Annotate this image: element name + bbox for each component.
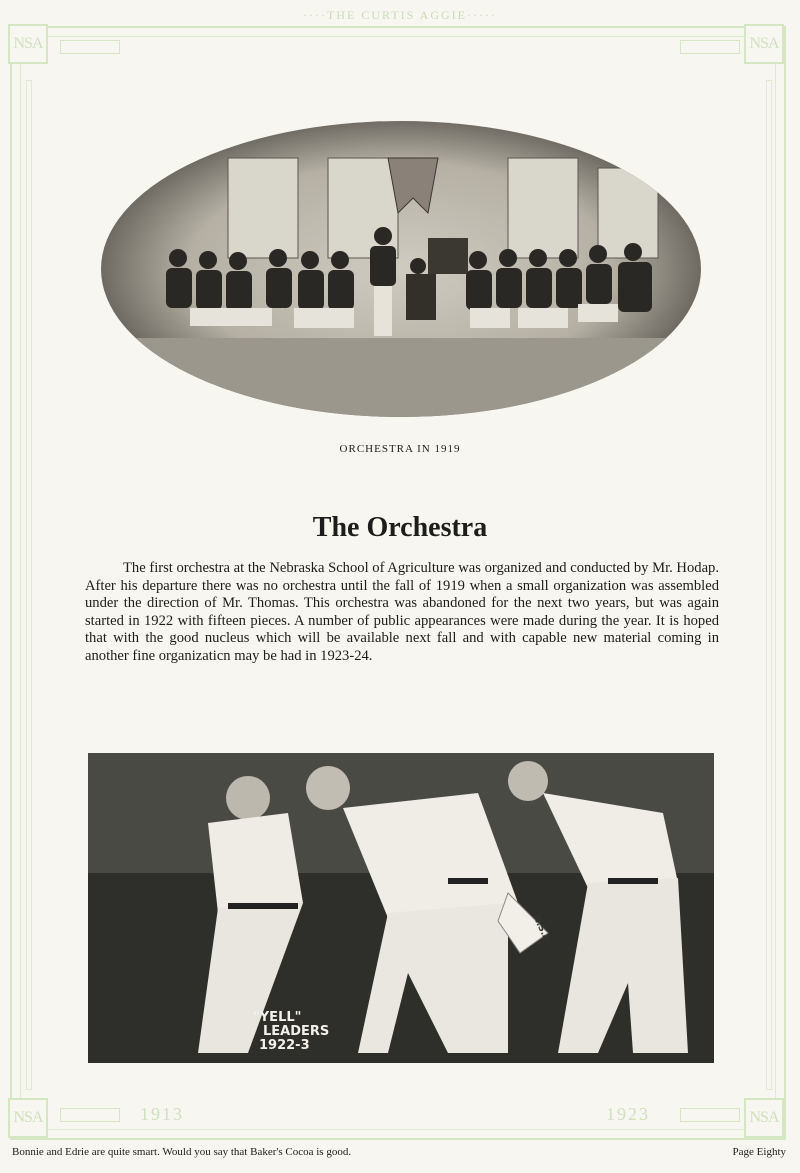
frame-side-post xyxy=(766,80,772,1090)
corner-monogram-icon: NSA xyxy=(8,1098,48,1138)
footer-joke: Bonnie and Edrie are quite smart. Would you say that Baker's Cocoa is good. xyxy=(12,1146,352,1158)
inscription-line1: "YELL" xyxy=(253,1010,302,1025)
frame-ornament-bar xyxy=(60,40,120,54)
yell-leaders-inscription xyxy=(253,1011,329,1053)
orchestra-photo-caption: ORCHESTRA IN 1919 xyxy=(339,443,461,455)
orchestra-photo xyxy=(98,118,704,420)
megaphone-label: N.S.A. xyxy=(530,913,553,947)
inscription-line2: LEADERS xyxy=(263,1024,330,1039)
frame-ornament-bar xyxy=(680,40,740,54)
article-title: The Orchestra xyxy=(312,512,488,543)
yell-leaders-illustration xyxy=(88,753,714,1063)
frame-ornament-bar xyxy=(60,1108,120,1122)
corner-monogram-icon: NSA xyxy=(8,24,48,64)
article-body: The first orchestra at the Nebraska School of Agriculture was organized and conducted by Mr. Hodap. After his departure there was no orchestra until the fall of 1919 when a small organization was assembled under the direction of Mr. Thomas. This orchestra was abandoned for the next two years, but was again started in 1922 with fifteen pieces. A number of public appearances were made during the year. It is hoped that with the good nucleus which will be available next fall and with capable new material coming in another fine organizaticn may be had in 1923-24. xyxy=(85,560,719,664)
yell-leaders-photo xyxy=(88,753,714,1063)
corner-monogram-icon: NSA xyxy=(744,1098,784,1138)
page-number: Page Eighty xyxy=(732,1146,786,1158)
inscription-line3: 1922-3 xyxy=(259,1038,310,1053)
frame-year-right: 1923 xyxy=(606,1104,650,1124)
header-title: ····THE CURTIS AGGIE····· xyxy=(303,8,497,22)
corner-monogram-icon: NSA xyxy=(744,24,784,64)
frame-ornament-bar xyxy=(680,1108,740,1122)
frame-side-post xyxy=(26,80,32,1090)
frame-year-left: 1913 xyxy=(140,1104,184,1124)
